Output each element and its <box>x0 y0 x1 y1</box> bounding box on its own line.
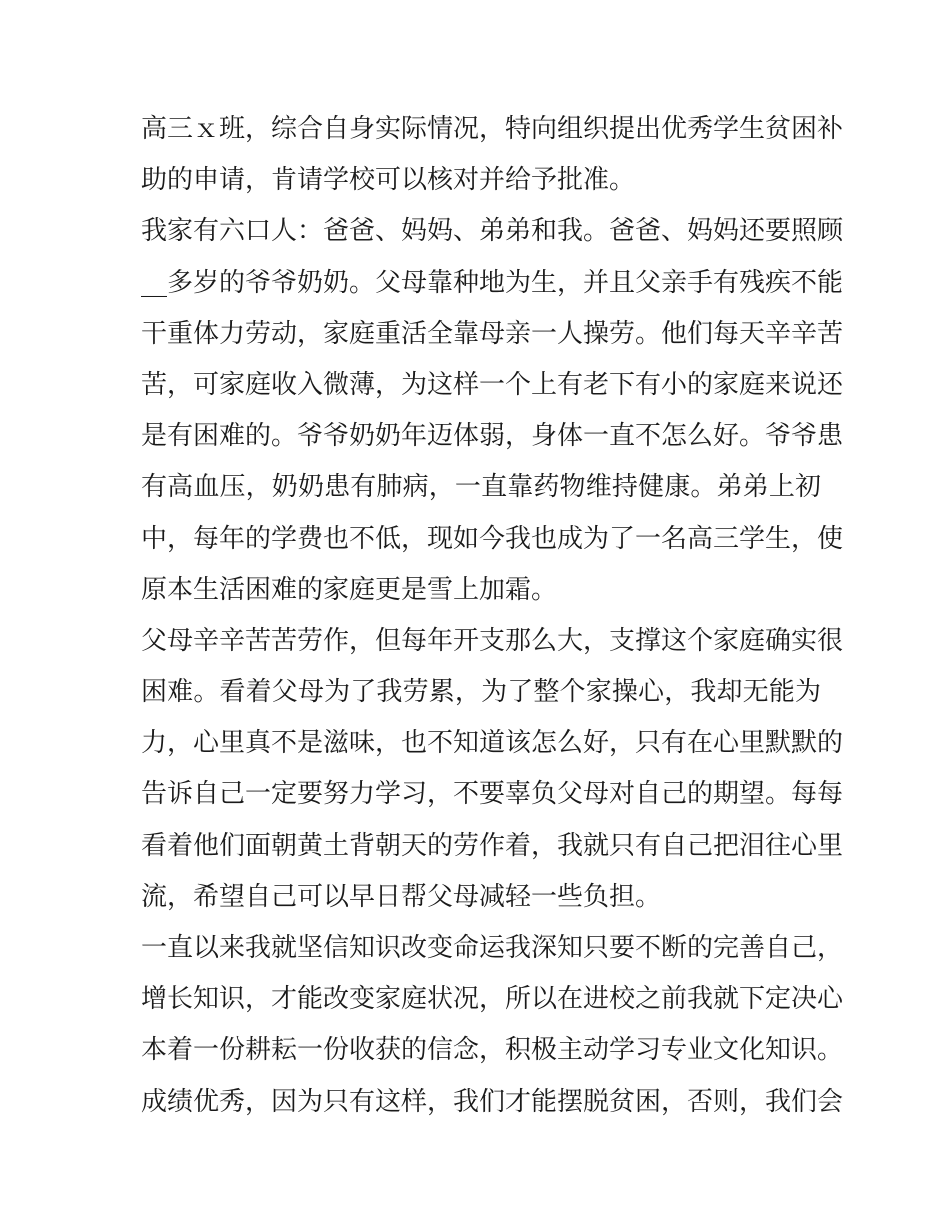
text-line: 干重体力劳动，家庭重活全靠母亲一人操劳。他们每天辛辛苦 <box>141 318 844 349</box>
text-line: 助的申请，肯请学校可以核对并给予批准。 <box>141 165 636 196</box>
text-line: 中，每年的学费也不低，现如今我也成为了一名高三学生，使 <box>141 523 844 554</box>
text-line: __多岁的爷爷奶奶。父母靠种地为生，并且父亲手有残疾不能 <box>141 267 844 298</box>
body-text <box>141 104 844 1128</box>
text-line: 原本生活困难的家庭更是雪上加霜。 <box>141 574 558 605</box>
text-line: 增长知识，才能改变家庭状况，所以在进校之前我就下定决心 <box>141 984 844 1015</box>
text-line: 有高血压，奶奶患有肺病，一直靠药物维持健康。弟弟上初 <box>141 472 821 503</box>
text-line: 苦，可家庭收入微薄，为这样一个上有老下有小的家庭来说还 <box>141 369 844 400</box>
text-line: 父母辛辛苦苦劳作，但每年开支那么大，支撑这个家庭确实很 <box>141 625 844 656</box>
text-line: 成绩优秀，因为只有这样，我们才能摆脱贫困，否则，我们会 <box>141 1086 844 1117</box>
text-line: 是有困难的。爷爷奶奶年迈体弱，身体一直不怎么好。爷爷患 <box>141 421 844 452</box>
text-line: 一直以来我就坚信知识改变命运我深知只要不断的完善自己， <box>141 933 844 963</box>
text-line: 力，心里真不是滋味，也不知道该怎么好，只有在心里默默的 <box>141 728 844 759</box>
text-line: 困难。看着父母为了我劳累，为了整个家操心，我却无能为 <box>141 677 821 708</box>
text-line: 我家有六口人：爸爸、妈妈、弟弟和我。爸爸、妈妈还要照顾 <box>141 216 844 247</box>
text-line: 流，希望自己可以早日帮父母减轻一些负担。 <box>141 881 662 912</box>
text-line: 高三ｘ班，综合自身实际情况，特向组织提出优秀学生贫困补 <box>141 114 844 144</box>
text-line: 告诉自己一定要努力学习，不要辜负父母对自己的期望。每每 <box>141 779 844 810</box>
text-line: 本着一份耕耘一份收获的信念，积极主动学习专业文化知识。 <box>141 1035 844 1066</box>
text-line: 看着他们面朝黄土背朝天的劳作着，我就只有自己把泪往心里 <box>141 830 844 861</box>
